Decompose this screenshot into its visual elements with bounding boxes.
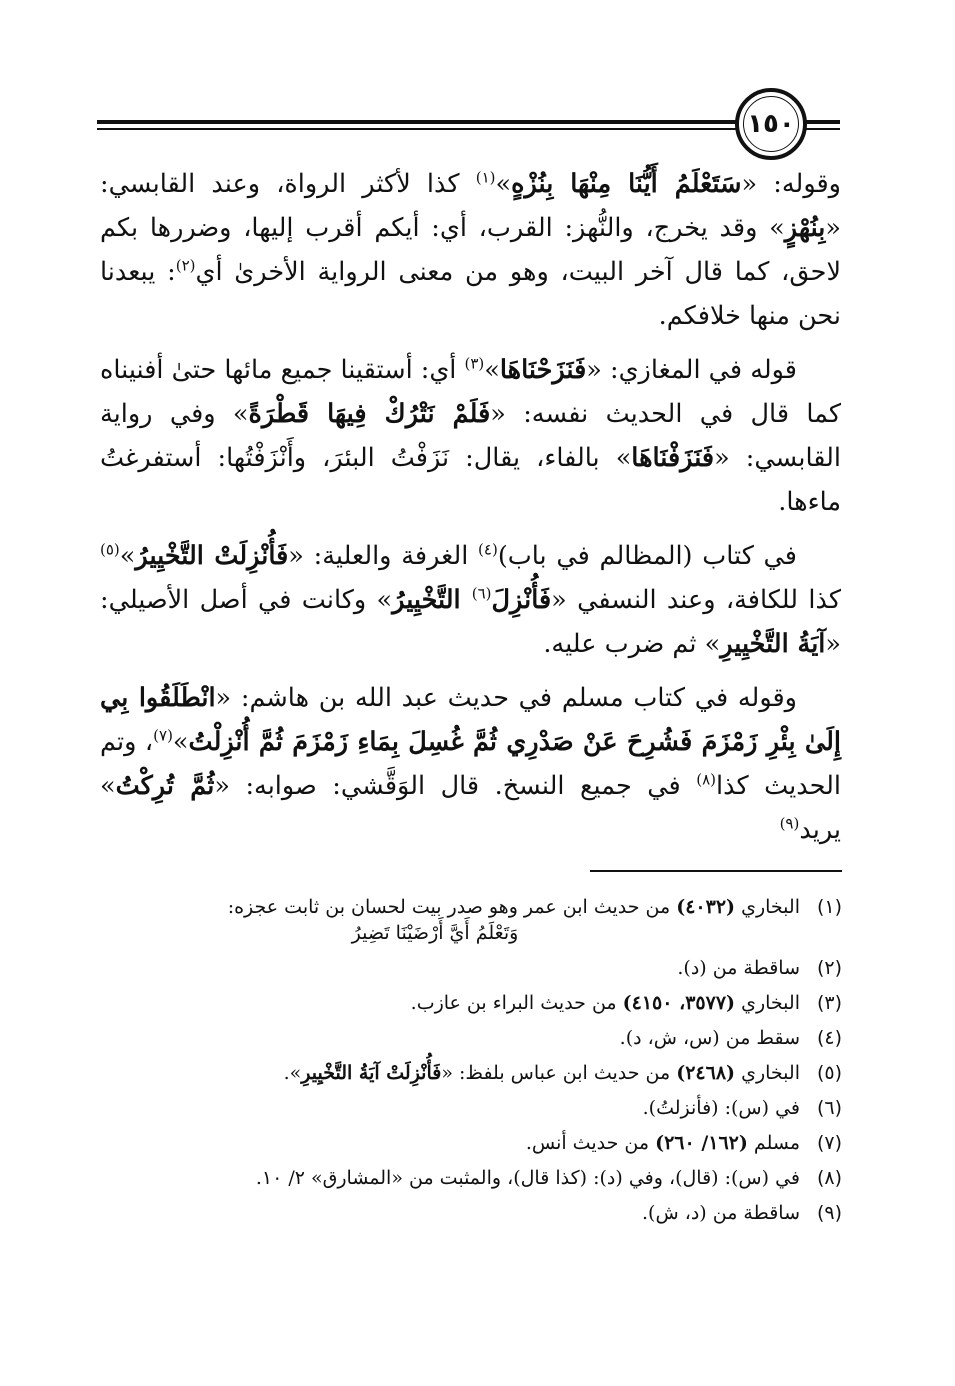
hadith-quote: بِنُهْزٍ [784,213,826,243]
text: قوله في المغازي: « [586,355,797,385]
paragraph-3 [100,534,841,666]
footnote-text: البخاري (٤٠٣٢) من حديث ابن عمر وهو صدر بيت لحسان بن ثابت عجزه: وَتَعْلَمُ أَيَّ أَرْضَيْنَا تَضِيرُ [130,894,800,946]
footnote-text: في (س): (فأنزلتُ). [642,1097,800,1119]
footnote-text: البخاري (٣٥٧٧، ٤١٥٠) من حديث البراء بن عازب. [410,992,800,1014]
text: » [172,727,189,757]
footnote-text: البخاري (٢٤٦٨) من حديث ابن عباس بلفظ: «فَأُنْزِلَتْ آيَةُ التَّخْيِيرِ». [283,1062,800,1084]
footnote-ref: (٩) [779,814,800,833]
hadith-quote: سَتَعْلَمُ أَيُّنَا مِنْهَا بِنُزْهٍ [511,169,742,199]
text: في جميع النسخ. قال الوَقَّشي: صوابه: « [214,771,697,801]
footnote-item [130,1060,842,1086]
hadith-quote: فَنَزَفْنَاهَا [631,443,715,473]
text: وقوله: « [741,169,841,199]
text: » وقد يخرج، والنُّهز: القرب، أي: أيكم أقرب إليها، وضررها بكم لاحق، كما قال آخر البيت، وهو من معنى الرواية الأخرىٰ أي [100,213,841,287]
footnote-ref: (٥) [100,540,120,559]
footnote-item [130,990,842,1016]
text: » [119,541,136,571]
hadith-quote: آيَةُ التَّخْيِيرِ [720,629,826,659]
header-rule-thin [97,128,747,130]
footnote-ref: (٧) [153,726,173,745]
footnote-item [130,1130,842,1156]
poetry-verse: وَتَعْلَمُ أَيَّ أَرْضَيْنَا تَضِيرُ [351,922,519,944]
text: » [495,169,512,199]
text: كذا لأكثر الرواة، وعند القابسي: « [100,169,841,243]
footnote-separator [590,870,842,872]
footnote-text: مسلم (١٦٢/ ٢٦٠) من حديث أنس. [525,1132,800,1154]
footnotes [130,894,842,1235]
text: أي: أستقينا جميع مائها حتىٰ أفنيناه كما قال في الحديث نفسه: « [100,355,841,429]
footnote-ref: (١) [475,168,496,187]
text: » وكانت في أصل الأصيلي: « [100,585,841,659]
hadith-quote: التَّخْيِيرُ [392,585,472,615]
hadith-quote: فَأُنْزِلَتْ التَّخْيِيرُ [135,541,289,571]
footnote-ref: (٦) [471,584,492,603]
hadith-quote: فَأُنْزِلَ [491,585,552,615]
footnote-item [130,1165,842,1191]
footnote-text: ساقطة من (د، ش). [642,1202,800,1224]
footnote-ref: (٤) [478,540,498,559]
footnote-ref: (٨) [696,770,717,789]
footnote-item [130,1095,842,1121]
footnote-number: (٣) [816,992,842,1014]
footnote-number: (٩) [816,1202,842,1224]
footnote-text: في (س): (قال)، وفي (د): (كذا قال)، والمثبت من «المشارق» ٢/ ١٠. [255,1167,800,1189]
text: » بالفاء، يقال: نَزَفْتُ البئرَ، وأَنْزَفْتُها: أستفرغتُ ماءها. [100,443,841,517]
footnote-ref: (٣) [464,354,485,373]
text: وقوله في كتاب مسلم في حديث عبد الله بن هاشم: « [215,683,797,713]
footnote-number: (٤) [816,1027,842,1049]
text: الغرفة والعلية: « [288,541,479,571]
footnote-number: (٨) [816,1167,842,1189]
footnote-number: (٦) [816,1097,842,1119]
paragraph-2 [100,348,841,524]
text: » يريد [100,771,841,845]
text: ، وتم الحديث كذا [100,727,841,801]
hadith-quote: انْطَلَقُوا بِي إِلَىٰ بِئْرِ زَمْزَمَ فَشُرِحَ عَنْ صَدْرِي ثُمَّ غُسِلَ بِمَاءِ زَمْزَمَ ثُمَّ أُنْزِلْتُ [100,683,841,757]
text: » وفي رواية القابسي: « [100,399,841,473]
footnote-number: (١) [816,896,842,918]
hadith-quote: فَنَزَحْنَاهَا [499,355,587,385]
text: » ثم ضرب عليه. [543,629,721,659]
footnote-number: (٧) [816,1132,842,1154]
page-number: ١٥٠ [735,88,807,160]
footnote-item [130,1025,842,1051]
paragraph-4 [100,676,841,852]
footnote-ref: (٢) [175,256,196,275]
footnote-item [130,1200,842,1226]
footnote-item [130,894,842,946]
footnote-text: ساقطة من (د). [677,957,800,979]
footnote-number: (٢) [816,957,842,979]
footnote-text: سقط من (س، ش، د). [619,1027,800,1049]
page-header [0,0,955,170]
paragraph-1 [100,162,841,338]
main-text [100,162,841,862]
header-rule [97,120,747,124]
text: : يبعدنا نحن منها خلافكم. [100,257,841,331]
footnote-item [130,955,842,981]
text: كذا للكافة، وعند النسفي « [551,585,841,615]
footnote-number: (٥) [816,1062,842,1084]
text: » [484,355,500,385]
hadith-quote: ثُمَّ تُرِكْتُ [115,771,215,801]
hadith-quote: فَلَمْ نَتْرُكْ فِيهَا قَطْرَةً [248,399,491,429]
text: في كتاب (المظالم في باب) [497,541,797,571]
